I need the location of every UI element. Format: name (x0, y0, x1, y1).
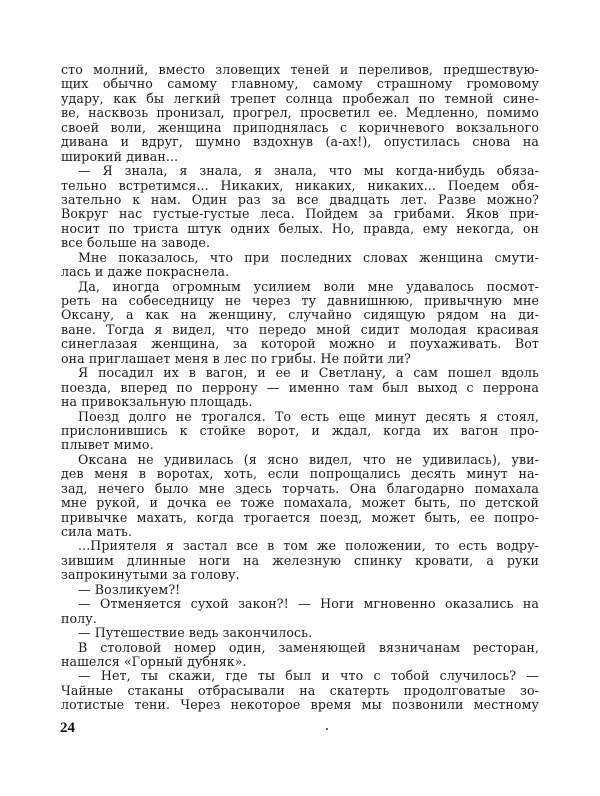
text-line: носит по триста штук одних белых. Но, правда, ему некогда, он (61, 221, 539, 236)
text-line: тельно встретимся... Никаких, никаких, никаких... Поедем обя- (61, 178, 539, 193)
text-line: — Нет, ты скажи, где ты был и что с тобой случилось? — (78, 669, 539, 684)
text-line: широкий диван... (61, 149, 179, 164)
text-line: лотистые тени. Через некоторое время мы позвонили местному (61, 698, 539, 713)
text-line: щих обычно самому главному, самому страшному громовому (61, 77, 539, 92)
text-line: — Возликуем?! (78, 582, 181, 597)
text-line: плывет мимо. (61, 438, 154, 453)
text-line: полу. (61, 611, 97, 626)
paragraph (61, 63, 539, 164)
paragraph (61, 251, 539, 280)
text-line: зившим длинные ноги на железную спинку кровати, а руки (61, 553, 539, 568)
text-line: удару, как бы легкий трепет солнца пробежал по темной сине- (61, 91, 539, 106)
paragraph (61, 669, 539, 712)
paragraph (61, 641, 539, 670)
book-page-text (61, 63, 539, 713)
text-line: сила мать. (61, 525, 133, 539)
text-line: зательно к нам. Один раз за все двадцать лет. Разве можно? (61, 192, 539, 207)
paragraph (61, 410, 539, 453)
text-line: привычке махать, когда трогается поезд, может быть, ее попро- (61, 510, 539, 525)
text-line: реть на собеседницу не через ту давнишнюю, привычную мне (61, 294, 539, 308)
text-line: дивана и вдруг, шумно вздохнув (а-ах!), опустилась снова на (61, 135, 539, 150)
paragraph (61, 626, 539, 640)
text-line: лась и даже покраснела. (61, 265, 230, 280)
text-line: — Я знала, я знала, я знала, что мы когда-нибудь обяза- (78, 164, 539, 179)
text-line: своей воли, женщина приподнялась с коричневого вокзального (61, 120, 539, 135)
text-line: прислонившись к стойке ворот, и ждал, когда их вагон про- (61, 423, 539, 438)
text-line: В столовой номер один, заменяющей вязничанам ресторан, (78, 640, 539, 655)
text-line: на привокзальную площадь. (61, 395, 253, 410)
text-line: ве, насквозь пронизал, прогрел, просветил ее. Медленно, помимо (61, 106, 539, 121)
text-line: Оксану, а как на женщину, случайно сидящую рядом на ди- (61, 308, 539, 323)
text-line: ...Приятеля я застал все в том же положении, то есть водру- (78, 539, 539, 554)
text-line: Мне показалось, что при последних словах женщина смути- (78, 250, 539, 265)
paragraph (61, 366, 539, 409)
text-line: синеглазая женщина, за которой можно и поухаживать. Вот (61, 337, 539, 352)
paragraph (61, 583, 539, 597)
page-number: 24 (60, 720, 75, 736)
paragraph (61, 597, 539, 626)
text-line: мне рукой, и дочка ее тоже помахала, может быть, по детской (61, 496, 539, 511)
paragraph (61, 280, 539, 367)
text-line: Да, иногда огромным усилием воли мне удавалось посмот- (78, 279, 539, 294)
paragraph (61, 453, 539, 540)
text-line: Оксана не удивилась (я ясно видел, что не удивилась), уви- (78, 452, 539, 467)
text-line: Вокруг нас густые-густые леса. Пойдем за грибами. Яков при- (61, 207, 539, 222)
paragraph (61, 164, 539, 251)
text-line: — Отменяется сухой закон?! — Ноги мгновенно оказались на (78, 597, 539, 612)
text-line: все больше на заводе. (61, 236, 211, 251)
text-line: Поезд долго не трогался. То есть еще минут десять я стоял, (78, 409, 539, 424)
text-line: сто молний, вместо зловещих теней и переливов, предшествую- (61, 63, 539, 77)
text-line: дев меня в воротах, хоть, если попрощались десять минут на- (61, 467, 539, 482)
text-line: запрокинутыми за голову. (61, 568, 240, 583)
paragraph (61, 539, 539, 582)
text-line: она приглашает меня в лес по грибы. Не пойти ли? (61, 351, 412, 366)
text-line: нашелся «Горный дубняк». (61, 654, 247, 669)
scan-speck (326, 728, 328, 730)
text-line: — Путешествие ведь закончилось. (78, 626, 313, 641)
text-line: Я посадил их в вагон, и ее и Светлану, а сам пошел вдоль (78, 366, 539, 381)
text-line: зад, нечего было мне здесь торчать. Она благодарно помахала (61, 481, 539, 496)
text-line: ване. Тогда я видел, что передо мной сидит молодая красивая (61, 322, 539, 337)
text-line: Чайные стаканы отбрасывали на скатерть продолговатые зо- (61, 683, 539, 698)
text-line: поезда, вперед по перрону — именно там был выход с перрона (61, 380, 539, 395)
